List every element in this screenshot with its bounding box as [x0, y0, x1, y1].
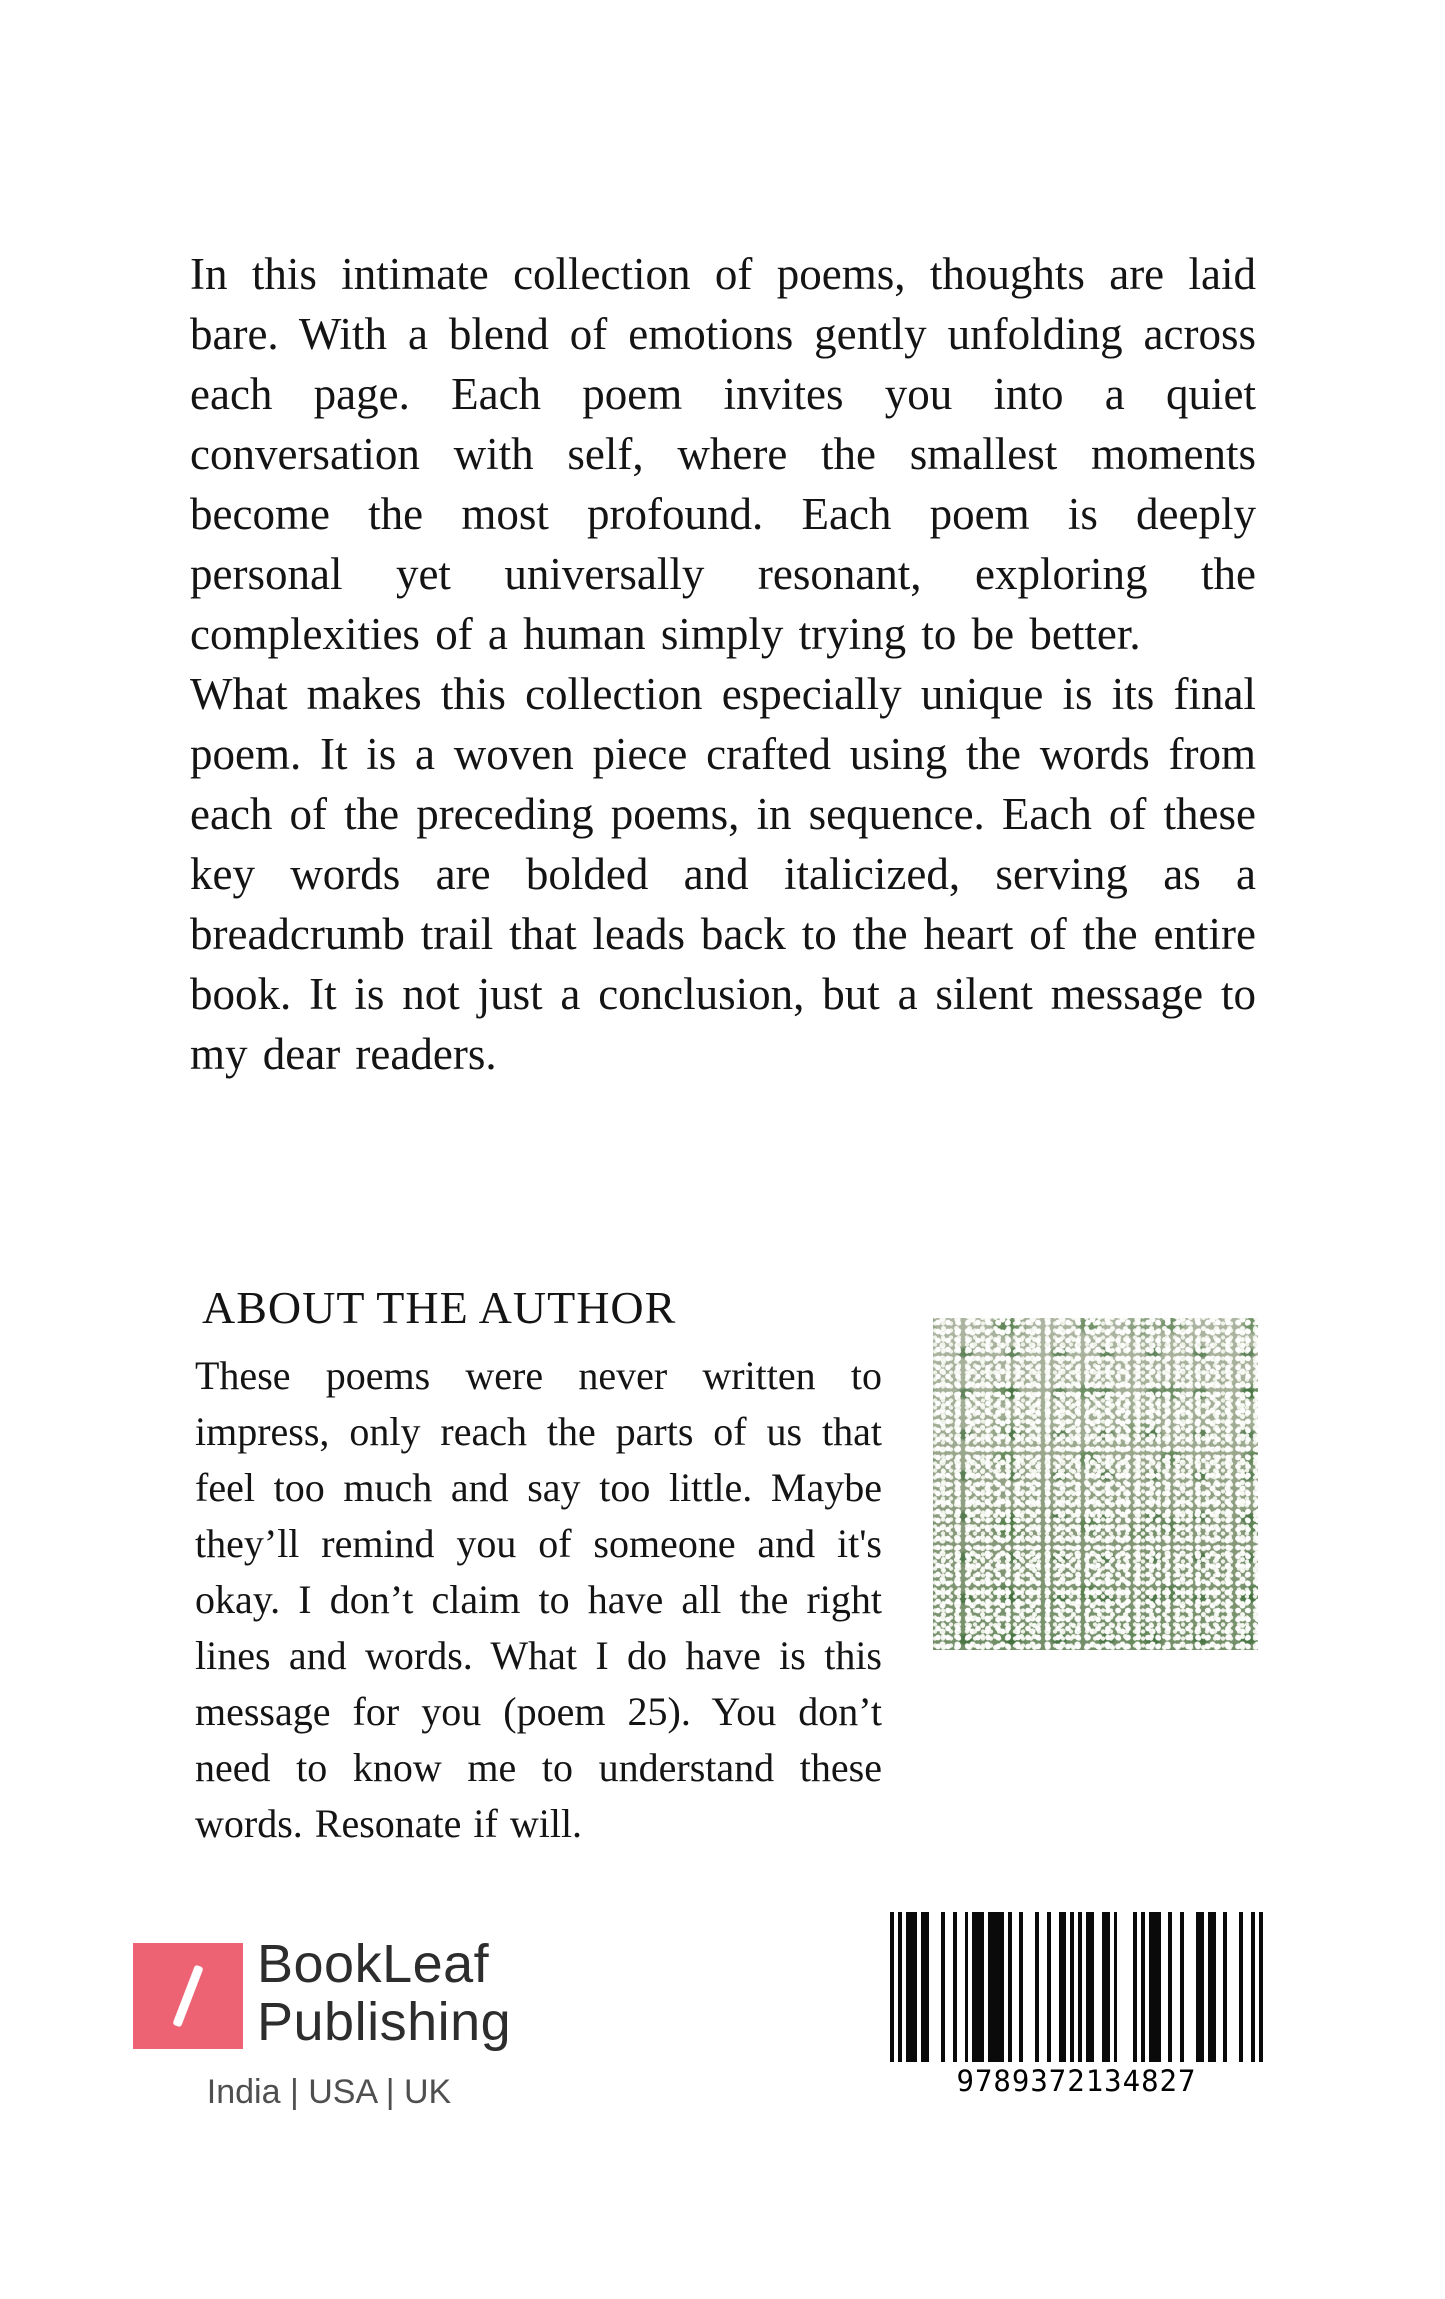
publisher-regions: India | USA | UK	[206, 2073, 452, 2111]
about-the-author-text: These poems were never written to impress, only reach the parts of us that feel too much and say too little. Maybe they’ll remind you of someone and it's okay. I don’t claim to have all the right lines and words. What I do have is this message for you (poem 25). You don’t need to know me to understand these words. Resonate if will.	[195, 1353, 882, 1846]
author-flowers-photo	[933, 1318, 1258, 1650]
isbn-number: 9789372134827	[956, 2064, 1197, 2098]
publisher-name	[257, 1935, 511, 2051]
back-cover-blurb	[190, 244, 1256, 1084]
barcode-bars	[890, 1912, 1263, 2062]
slash-icon	[172, 1965, 203, 2028]
barcode-module	[1259, 1912, 1263, 2062]
publisher-name-line2: Publishing	[257, 1992, 512, 2052]
publisher-logo-block	[133, 1934, 525, 2113]
publisher-name-line1: BookLeaf	[257, 1934, 490, 1994]
blurb-paragraph-2: What makes this collection especially unique is its final poem. It is a woven piece crafted using the words from each of the preceding poems, in sequence. Each of these key words are bolded and italicized, serving as a breadcrumb trail that leads back to the heart of the entire book. It is not just a conclusion, but a silent message to my dear readers.	[190, 669, 1256, 1079]
publisher-logo-square	[133, 1943, 243, 2049]
isbn-barcode	[890, 1912, 1263, 2098]
about-the-author-heading: ABOUT THE AUTHOR	[202, 1282, 677, 1333]
blurb-paragraph-1: In this intimate collection of poems, thoughts are laid bare. With a blend of emotions gently unfolding across each page. Each poem invites you into a quiet conversation with self, where the smallest moments become the most profound. Each poem is deeply personal yet universally resonant, exploring the complexities of a human simply trying to be better.	[190, 249, 1256, 659]
